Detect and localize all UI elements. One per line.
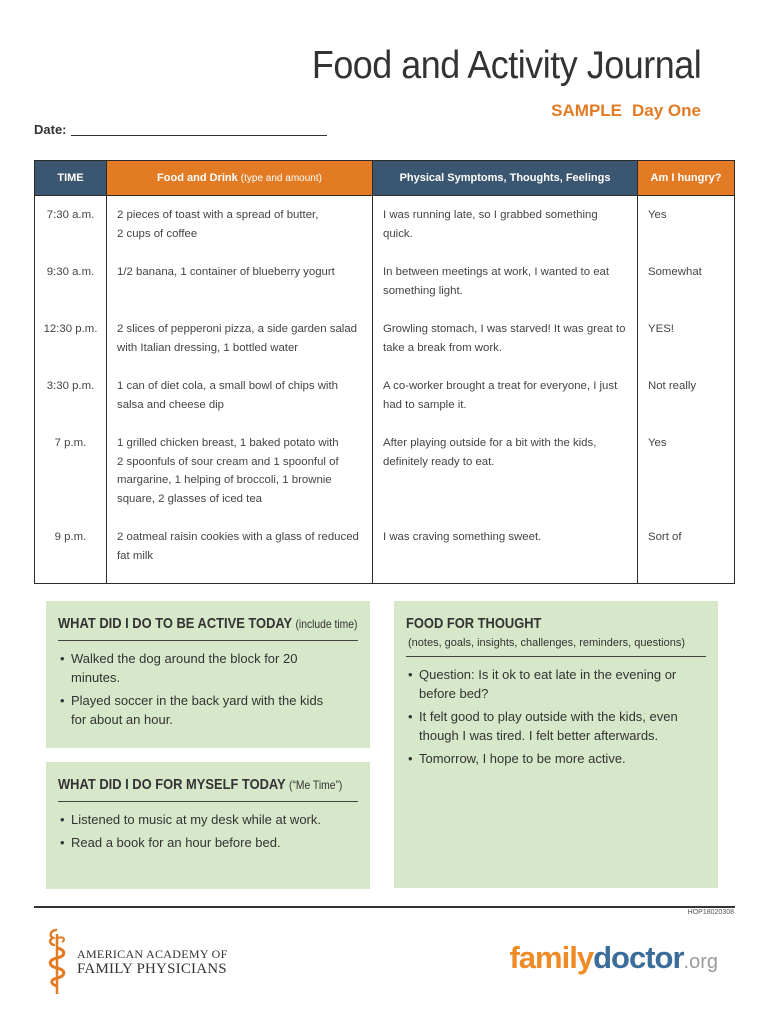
cell-symptoms-line: After playing outside for a bit with the kids, — [383, 437, 597, 449]
cell-symptoms-line: quick. — [383, 227, 413, 240]
cell-hungry: YES! — [638, 310, 735, 367]
table-row — [35, 253, 735, 310]
column-header-food — [107, 161, 373, 196]
date-line — [71, 126, 327, 136]
list-item-line: for about an hour. — [71, 712, 173, 727]
cell-time: 9:30 a.m. — [35, 253, 107, 310]
column-header-time: TIME — [35, 161, 107, 196]
list-item-line: Question: Is it ok to eat late in the evening or — [419, 667, 677, 682]
cell-food — [107, 424, 373, 518]
cell-symptoms — [373, 424, 638, 518]
list-item-line: It felt good to play outside with the kids, even — [419, 709, 678, 724]
cell-food-line: 2 pieces of toast with a spread of butter, — [117, 209, 319, 221]
myself-box — [46, 762, 370, 889]
brand-doctor: doctor — [593, 940, 684, 975]
myself-box-note: (“Me Time”) — [289, 778, 343, 792]
cell-symptoms-line: I was craving something sweet. — [383, 531, 542, 543]
cell-food-line: fat milk — [117, 549, 154, 562]
document-code: HOP18020308 — [687, 909, 734, 916]
cell-symptoms-line: something light. — [383, 284, 463, 297]
cell-food — [107, 367, 373, 424]
cell-time: 7:30 a.m. — [35, 196, 107, 254]
cell-time: 9 p.m. — [35, 518, 107, 584]
page-title: Food and Activity Journal — [311, 44, 701, 87]
cell-symptoms-line: definitely ready to eat. — [383, 455, 495, 468]
cell-food-line: 2 spoonfuls of sour cream and 1 spoonful of — [117, 455, 339, 468]
cell-hungry: Somewhat — [638, 253, 735, 310]
thought-list — [406, 665, 706, 768]
list-item — [406, 665, 706, 703]
cell-food — [107, 518, 373, 584]
list-item-line: though I was tired. I felt better afterwards. — [419, 728, 659, 743]
myself-list — [58, 810, 358, 852]
list-item — [58, 691, 358, 729]
table-header-row — [35, 161, 735, 196]
journal-table — [34, 160, 735, 584]
journal-body — [35, 196, 735, 584]
cell-symptoms-line: In between meetings at work, I wanted to eat — [383, 266, 610, 278]
cell-food-line: margarine, 1 helping of broccoli, 1 brownie — [117, 474, 332, 486]
cell-symptoms — [373, 367, 638, 424]
cell-symptoms-line: Growling stomach, I was starved! It was great to — [383, 323, 626, 335]
list-item — [58, 649, 358, 687]
cell-food-line: 2 cups of coffee — [117, 227, 198, 240]
active-box-rule — [58, 640, 358, 641]
list-item — [406, 707, 706, 745]
thought-box-heading: FOOD FOR THOUGHT — [406, 615, 542, 632]
bullet-icon: • — [408, 667, 413, 682]
subtitle-day: Day One — [632, 101, 701, 120]
table-row — [35, 367, 735, 424]
myself-box-rule — [58, 801, 358, 802]
date-field — [34, 122, 327, 137]
cell-symptoms — [373, 518, 638, 584]
subtitle-sample: SAMPLE — [551, 101, 623, 120]
column-header-symptoms: Physical Symptoms, Thoughts, Feelings — [373, 161, 638, 196]
active-box-heading — [58, 615, 358, 632]
myself-box-title: WHAT DID I DO FOR MYSELF TODAY — [58, 776, 286, 793]
brand-family: family — [509, 940, 594, 975]
cell-food-line: 1 can of diet cola, a small bowl of chips with — [117, 380, 338, 392]
cell-symptoms-line: take a break from work. — [383, 341, 503, 354]
page-subtitle — [551, 101, 701, 121]
cell-food — [107, 310, 373, 367]
cell-symptoms — [373, 196, 638, 254]
aafp-logo — [44, 926, 244, 998]
cell-food — [107, 253, 373, 310]
active-box — [46, 601, 370, 748]
bullet-icon: • — [60, 835, 65, 850]
cell-time: 12:30 p.m. — [35, 310, 107, 367]
cell-hungry: Not really — [638, 367, 735, 424]
cell-hungry: Sort of — [638, 518, 735, 584]
bullet-icon: • — [60, 812, 65, 827]
brand-org: .org — [683, 951, 718, 973]
aafp-line-1: AMERICAN ACADEMY OF — [77, 947, 228, 961]
caduceus-icon — [44, 926, 74, 998]
column-header-food-label: Food and Drink — [157, 172, 238, 184]
cell-time: 7 p.m. — [35, 424, 107, 518]
cell-food-line: square, 2 glasses of iced tea — [117, 492, 263, 505]
cell-food-line: 2 oatmeal raisin cookies with a glass of reduced — [117, 531, 359, 543]
cell-food-line: 1/2 banana, 1 container of blueberry yogurt — [117, 266, 335, 278]
cell-time: 3:30 p.m. — [35, 367, 107, 424]
bullet-icon: • — [60, 651, 65, 666]
cell-food-line: 2 slices of pepperoni pizza, a side garden salad — [117, 323, 357, 335]
active-list — [58, 649, 358, 729]
list-item-line: Read a book for an hour before bed. — [71, 835, 281, 850]
list-item-line: minutes. — [71, 670, 121, 685]
thought-box — [394, 601, 718, 888]
list-item — [58, 833, 358, 852]
aafp-line-2: FAMILY PHYSICIANS — [77, 961, 227, 977]
cell-food — [107, 196, 373, 254]
list-item-line: Played soccer in the back yard with the kids — [71, 693, 324, 708]
column-header-food-hint: (type and amount) — [240, 173, 322, 184]
column-header-hungry: Am I hungry? — [638, 161, 735, 196]
thought-box-note: (notes, goals, insights, challenges, reminders, questions) — [408, 637, 685, 649]
cell-symptoms — [373, 310, 638, 367]
cell-hungry: Yes — [638, 196, 735, 254]
cell-symptoms-line: A co-worker brought a treat for everyone, I just — [383, 380, 618, 392]
cell-symptoms — [373, 253, 638, 310]
list-item — [58, 810, 358, 829]
cell-symptoms-line: I was running late, so I grabbed something — [383, 209, 598, 221]
list-item — [406, 749, 706, 768]
list-item-line: Listened to music at my desk while at work. — [71, 812, 321, 827]
cell-hungry: Yes — [638, 424, 735, 518]
table-row — [35, 310, 735, 367]
thought-box-rule — [406, 656, 706, 657]
table-row — [35, 424, 735, 518]
cell-food-line: 1 grilled chicken breast, 1 baked potato with — [117, 437, 339, 449]
active-box-note: (include time) — [295, 617, 358, 631]
active-box-title: WHAT DID I DO TO BE ACTIVE TODAY — [58, 615, 292, 632]
footer-divider — [34, 906, 735, 908]
cell-food-line: salsa and cheese dip — [117, 398, 225, 411]
cell-symptoms-line: had to sample it. — [383, 398, 467, 411]
table-row — [35, 196, 735, 254]
list-item-line: Walked the dog around the block for 20 — [71, 651, 298, 666]
cell-food-line: with Italian dressing, 1 bottled water — [117, 341, 299, 354]
bullet-icon: • — [408, 751, 413, 766]
date-label: Date: — [34, 122, 67, 137]
list-item-line: Tomorrow, I hope to be more active. — [419, 751, 626, 766]
bullet-icon: • — [408, 709, 413, 724]
aafp-wordmark — [77, 947, 228, 977]
myself-box-heading — [58, 776, 343, 793]
bullet-icon: • — [60, 693, 65, 708]
table-row — [35, 518, 735, 584]
familydoctor-logo — [509, 940, 718, 976]
list-item-line: before bed? — [419, 686, 489, 701]
